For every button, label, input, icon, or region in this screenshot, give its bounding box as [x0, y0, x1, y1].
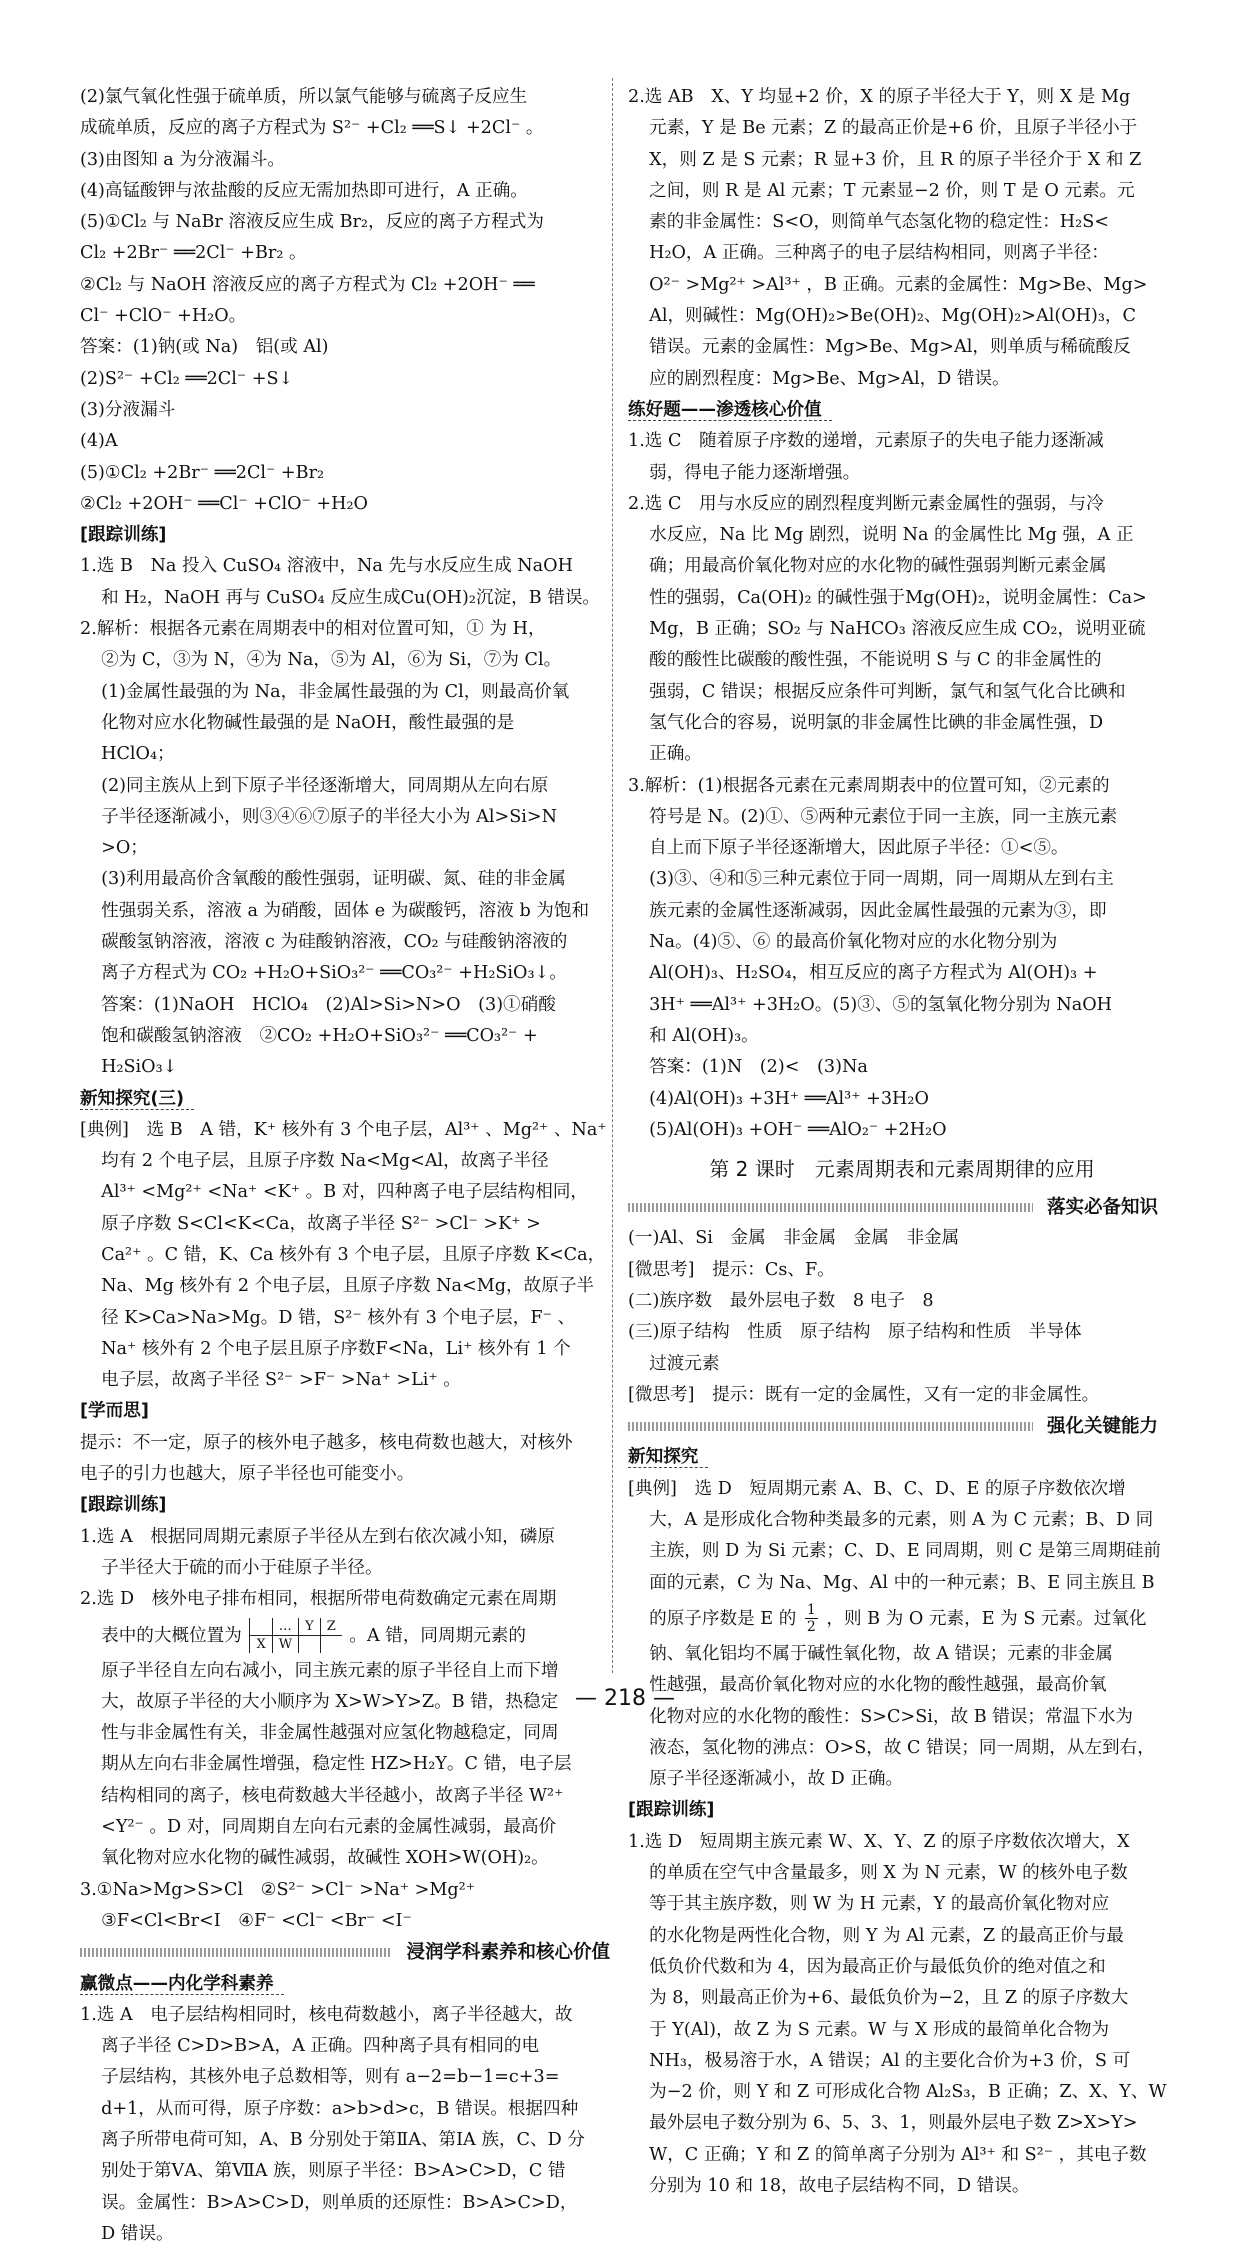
- text-line: 面的元素，C 为 Na、Mg、Al 中的一种元素；B、E 同主族且 B: [649, 1572, 1155, 1593]
- cell: Z: [320, 1618, 342, 1636]
- text-line: 电子层，故离子半径 S²⁻ >F⁻ >Na⁺ >Li⁺ 。: [101, 1370, 461, 1391]
- text-line: H₂SiO₃↓: [101, 1057, 178, 1078]
- cell: [299, 1636, 321, 1654]
- text-line: (5)①Cl₂ 与 NaBr 溶液反应生成 Br₂，反应的离子方程式为: [80, 212, 544, 233]
- text-line: (4)高锰酸钾与浓盐酸的反应无需加热即可进行，A 正确。: [80, 180, 528, 201]
- text-segment: 的原子序数是 E 的: [649, 1608, 797, 1629]
- text-line: 别处于第ⅤA、第ⅦA 族，则原子半径：B>A>C>D，C 错: [101, 2161, 566, 2182]
- text-line: [典例] 选 B A 错，K⁺ 核外有 3 个电子层，Al³⁺ 、Mg²⁺ 、Na⁺: [80, 1119, 607, 1140]
- periodic-position-table: [249, 1618, 341, 1653]
- text-line: 和 Al(OH)₃。: [649, 1025, 759, 1046]
- text-line: 2.解析：根据各元素在周期表中的相对位置可知，① 为 H，: [80, 619, 546, 640]
- text-line: ②Cl₂ +2OH⁻ ══Cl⁻ +ClO⁻ +H₂O: [80, 493, 368, 514]
- text-line: 酸的酸性比碳酸的酸性强，不能说明 S 与 C 的非金属性的: [649, 650, 1102, 671]
- text-line: 素的非金属性：S<O，则简单气态氢化物的稳定性：H₂S<: [649, 212, 1109, 233]
- text-line: 错误。元素的金属性：Mg>Be、Mg>Al，则单质与稀硫酸反: [649, 337, 1131, 358]
- text-line: 正确。: [649, 744, 702, 765]
- text-line-with-table: [80, 1616, 628, 1656]
- text-line: 提示：不一定，原子的核外电子越多，核电荷数也越大，对核外: [80, 1432, 573, 1453]
- text-line: HClO₄；: [101, 744, 175, 765]
- text-line: Al³⁺ <Mg²⁺ <Na⁺ <K⁺ 。B 对，四种离子电子层结构相同，: [101, 1182, 589, 1203]
- text-line: 1.选 C 随着原子序数的递增，元素原子的失电子能力逐渐减: [628, 431, 1104, 452]
- text-line: D 错误。: [101, 2223, 174, 2244]
- banner-bar: [628, 1203, 1033, 1212]
- text-line: d+1，从而可得，原子序数：a>b>d>c，B 错误。根据四种: [101, 2098, 579, 2119]
- fraction-denominator: 2: [806, 1619, 816, 1636]
- text-segment: ，则 B 为 O 元素，E 为 S 元素。过氧化: [826, 1608, 1147, 1629]
- text-line: 应的剧烈程度：Mg>Be、Mg>Al，D 错误。: [649, 368, 1010, 389]
- text-line: 原子序数 S<Cl<K<Ca，故离子半径 S²⁻ >Cl⁻ >K⁺ >: [101, 1213, 541, 1234]
- text-line: Ca²⁺ 。C 错，K、Ca 核外有 3 个电子层，且原子序数 K<Ca，: [101, 1244, 606, 1265]
- text-line: 氧化物对应水化物的碱性减弱，故碱性 XOH>W(OH)₂。: [101, 1848, 549, 1869]
- text-segment: 表中的大概位置为: [101, 1625, 242, 1646]
- right-column: [628, 82, 1176, 2202]
- text-line: 大，故原子半径的大小顺序为 X>W>Y>Z。B 错，热稳定: [101, 1691, 559, 1712]
- text-line: 为−2 价，则 Y 和 Z 可形成化合物 Al₂S₃，B 正确；Z、X、Y、W: [649, 2082, 1167, 2103]
- text-line: 3H⁺ ══Al³⁺ +3H₂O。(5)③、⑤的氢氧化物分别为 NaOH: [649, 994, 1113, 1015]
- section-title: 浸润学科素养和核心价值: [406, 1942, 610, 1964]
- text-line: 成硫单质，反应的离子方程式为 S²⁻ +Cl₂ ══S↓ +2Cl⁻ 。: [80, 118, 544, 139]
- text-line: 3.①Na>Mg>S>Cl ②S²⁻ >Cl⁻ >Na⁺ >Mg²⁺: [80, 1879, 476, 1900]
- cell: [250, 1618, 272, 1636]
- text-line: (2)同主族从上到下原子半径逐渐增大，同周期从左向右原: [101, 775, 549, 796]
- text-line: 等于其主族序数，则 W 为 H 元素，Y 的最高价氧化物对应: [649, 1894, 1110, 1915]
- text-line: >O；: [101, 838, 148, 859]
- banner-bar: [80, 1948, 392, 1957]
- text-line: 大，A 是形成化合物种类最多的元素，则 A 为 C 元素；B、D 同: [649, 1510, 1154, 1531]
- text-line: 钠、氧化铝均不属于碱性氧化物，故 A 错误；元素的非金属: [649, 1643, 1113, 1664]
- text-line: 碳酸氢钠溶液，溶液 c 为硅酸钠溶液，CO₂ 与硅酸钠溶液的: [101, 932, 568, 953]
- text-line: (4)Al(OH)₃ +3H⁺ ══Al³⁺ +3H₂O: [649, 1088, 929, 1109]
- text-line: (4)A: [80, 431, 118, 452]
- text-line: 确；用最高价氧化物对应的水化物的碱性强弱判断元素金属: [649, 556, 1107, 577]
- text-line: 误。金属性：B>A>C>D，则单质的还原性：B>A>C>D，: [101, 2192, 578, 2213]
- fraction-numerator: 1: [806, 1602, 816, 1619]
- text-line: 过渡元素: [649, 1353, 720, 1374]
- page-number: — 218 —: [575, 1686, 675, 1711]
- text-line: 性的强弱，Ca(OH)₂ 的碱性强于Mg(OH)₂，说明金属性：Ca>: [649, 587, 1147, 608]
- text-line: 化物对应水化物碱性最强的是 NaOH，酸性最强的是: [101, 712, 515, 733]
- text-line: 1.选 A 根据同周期元素原子半径从左到右依次减小知，磷原: [80, 1526, 555, 1547]
- text-line: NH₃，极易溶于水，A 错误；Al 的主要化合价为+3 价，S 可: [649, 2050, 1131, 2071]
- fraction: [805, 1602, 818, 1635]
- text-line: 离子方程式为 CO₂ +H₂O+SiO₃²⁻ ══CO₃²⁻ +H₂SiO₃↓。: [101, 963, 567, 984]
- left-column: [80, 82, 628, 2250]
- text-line: O²⁻ >Mg²⁺ >Al³⁺ ，B 正确。元素的金属性：Mg>Be、Mg>: [649, 274, 1148, 295]
- banner-bar: [628, 1422, 1033, 1431]
- answer-line: 答案：(1)NaOH HClO₄ (2)Al>Si>N>O (3)①硝酸: [101, 994, 556, 1015]
- text-line: (3)利用最高价含氧酸的酸性强弱，证明碳、氮、硅的非金属: [101, 869, 566, 890]
- answer-line: 答案：(1)N (2)< (3)Na: [649, 1057, 868, 1078]
- text-line: 最外层电子数分别为 6、5、3、1，则最外层电子数 Z>X>Y>: [649, 2113, 1138, 2134]
- cell: [320, 1636, 342, 1654]
- text-line: 均有 2 个电子层，且原子序数 Na<Mg<Al，故离子半径: [101, 1151, 549, 1172]
- text-line: (3)分液漏斗: [80, 399, 176, 420]
- text-line: (5)Al(OH)₃ +OH⁻ ══AlO₂⁻ +2H₂O: [649, 1119, 947, 1140]
- text-line: 为 8，则最高正价为+6、最低负价为−2，且 Z 的原子序数大: [649, 1988, 1129, 2009]
- text-line: 1.选 A 电子层结构相同时，核电荷数越小，离子半径越大，故: [80, 2004, 573, 2025]
- text-line: Na、Mg 核外有 2 个电子层，且原子序数 Na<Mg，故原子半: [101, 1276, 595, 1297]
- text-line: Al，则碱性：Mg(OH)₂>Be(OH)₂、Mg(OH)₂>Al(OH)₃，C: [649, 306, 1136, 327]
- answer-line: 答案：(1)钠(或 Na) 铝(或 Al): [80, 337, 329, 358]
- text-line: <Y²⁻ 。D 对，同周期自左向右元素的金属性减弱，最高价: [101, 1817, 557, 1838]
- text-line: Na。(4)⑤、⑥ 的最高价氧化物对应的水化物分别为: [649, 932, 1058, 953]
- text-line: Mg，B 正确；SO₂ 与 NaHCO₃ 溶液反应生成 CO₂，说明亚硫: [649, 619, 1146, 640]
- text-line: [微思考] 提示：Cs、F。: [628, 1259, 835, 1280]
- text-line: 强弱，C 错误；根据反应条件可判断，氯气和氢气化合比碘和: [649, 681, 1126, 702]
- text-line: 分别为 10 和 18，故电子层结构不同，D 错误。: [649, 2176, 1030, 2196]
- text-line: [微思考] 提示：既有一定的金属性，又有一定的非金属性。: [628, 1384, 1100, 1405]
- text-line: (三)原子结构 性质 原子结构 原子结构和性质 半导体: [628, 1322, 1082, 1343]
- text-line: 性越强，最高价氧化物对应的水化物的酸性越强，最高价氧: [649, 1675, 1107, 1696]
- section-banner: [80, 1937, 628, 1968]
- text-line: 性与非金属性有关，非金属性越强对应氢化物越稳定，同周: [101, 1723, 559, 1744]
- text-line: Al(OH)₃、H₂SO₄，相互反应的离子方程式为 Al(OH)₃ +: [649, 963, 1098, 984]
- text-line: 电子的引力也越大，原子半径也可能变小。: [80, 1464, 415, 1485]
- text-line: (5)①Cl₂ +2Br⁻ ══2Cl⁻ +Br₂: [80, 462, 325, 483]
- cell: …: [272, 1618, 298, 1636]
- text-line: X，则 Z 是 S 元素；R 显+3 价，且 R 的原子半径介于 X 和 Z: [649, 149, 1142, 170]
- text-line: 1.选 B Na 投入 CuSO₄ 溶液中，Na 先与水反应生成 NaOH: [80, 556, 573, 577]
- text-line: 2.选 C 用与水反应的剧烈程度判断元素金属性的强弱，与冷: [628, 493, 1104, 514]
- text-line: 的单质在空气中含量最多，则 X 为 N 元素，W 的核外电子数: [649, 1863, 1128, 1884]
- section-banner: [628, 1411, 1176, 1442]
- text-line: 的水化物是两性化合物，则 Y 为 Al 元素，Z 的最高正价与最: [649, 1925, 1124, 1946]
- text-line: (2)S²⁻ +Cl₂ ══2Cl⁻ +S↓: [80, 368, 294, 389]
- text-line: ②为 C，③为 N，④为 Na，⑤为 Al，⑥为 Si，⑦为 Cl。: [101, 650, 562, 671]
- text-line: 径 K>Ca>Na>Mg。D 错，S²⁻ 核外有 3 个电子层，F⁻ 、: [101, 1307, 576, 1328]
- text-line: 符号是 N。(2)①、⑤两种元素位于同一主族，同一主族元素: [649, 806, 1118, 827]
- text-line: 子半径大于硫的而小于硅原子半径。: [101, 1557, 383, 1578]
- text-line: 原子半径逐渐减小，故 D 正确。: [649, 1769, 904, 1790]
- subsection-heading: 练好题——渗透核心价值: [628, 400, 832, 421]
- text-line: (3)③、④和⑤三种元素位于同一周期，同一周期从左到右主: [649, 869, 1114, 890]
- text-line: 之间，则 R 是 Al 元素；T 元素显−2 价，则 T 是 O 元素。元: [649, 180, 1135, 201]
- text-line: 2.选 AB X、Y 均显+2 价，X 的原子半径大于 Y，则 X 是 Mg: [628, 87, 1131, 107]
- subsection-heading: 赢微点——内化学科素养: [80, 1974, 284, 1995]
- tag-follow-training: [跟踪训练]: [80, 1495, 167, 1516]
- section-banner: [628, 1192, 1176, 1223]
- text-line: 性强弱关系，溶液 a 为硝酸，固体 e 为碳酸钙，溶液 b 为饱和: [101, 900, 590, 921]
- subsection-heading: 新知探究: [628, 1447, 708, 1468]
- cell: W: [272, 1636, 298, 1654]
- text-segment: 。A 错，同周期元素的: [349, 1625, 526, 1646]
- text-line: 结构相同的离子，核电荷数越大半径越小，故离子半径 W²⁺: [101, 1785, 564, 1806]
- text-line: Na⁺ 核外有 2 个电子层且原子序数F<Na，Li⁺ 核外有 1 个: [101, 1338, 571, 1359]
- text-line: (一)Al、Si 金属 非金属 金属 非金属: [628, 1228, 960, 1249]
- text-line: (1)金属性最强的为 Na，非金属性最强的为 Cl，则最高价氧: [101, 681, 570, 702]
- text-line-with-fraction: [628, 1599, 1176, 1639]
- text-line: H₂O，A 正确。三种离子的电子层结构相同，则离子半径：: [649, 243, 1109, 264]
- heading-new-knowledge-3: 新知探究(三): [80, 1089, 194, 1110]
- text-line: 原子半径自左向右减小，同主族元素的原子半径自上而下增: [101, 1660, 559, 1681]
- text-line: (3)由图知 a 为分液漏斗。: [80, 149, 285, 170]
- text-line: 低负价代数和为 4，因为最高正价与最低负价的绝对值之和: [649, 1956, 1106, 1977]
- section-title: 落实必备知识: [1046, 1197, 1158, 1219]
- section-title: 强化关键能力: [1046, 1416, 1158, 1438]
- text-line: 于 Y(Al)，故 Z 为 S 元素。W 与 X 形成的最简单化合物为: [649, 2019, 1110, 2040]
- cell: Y: [299, 1618, 321, 1636]
- text-line: 子层结构，其核外电子总数相等，则有 a−2=b−1=c+3=: [101, 2067, 560, 2088]
- text-line: 液态，氢化物的沸点：O>S，故 C 错误；同一周期，从左到右，: [649, 1737, 1155, 1758]
- text-line: 离子半径 C>D>B>A，A 正确。四种离子具有相同的电: [101, 2036, 540, 2057]
- text-line: 水反应，Na 比 Mg 剧烈，说明 Na 的金属性比 Mg 强，A 正: [649, 525, 1134, 546]
- text-line: 化物对应的水化物的酸性：S>C>Si，故 B 错误；常温下水为: [649, 1706, 1133, 1727]
- lesson-title: 第 2 课时 元素周期表和元素周期律的应用: [709, 1157, 1095, 1182]
- text-line: 离子所带电荷可知，A、B 分别处于第ⅡA、第ⅠA 族，C、D 分: [101, 2130, 585, 2150]
- tag-follow-training: [跟踪训练]: [80, 525, 167, 546]
- text-line: (二)族序数 最外层电子数 8 电子 8: [628, 1290, 934, 1311]
- text-line: ③F<Cl<Br<I ④F⁻ <Cl⁻ <Br⁻ <I⁻: [101, 1910, 412, 1931]
- text-line: Cl⁻ +ClO⁻ +H₂O。: [80, 306, 247, 327]
- text-line: 1.选 D 短周期主族元素 W、X、Y、Z 的原子序数依次增大，X: [628, 1831, 1130, 1852]
- text-line: 氢气化合的容易，说明氯的非金属性比碘的非金属性强，D: [649, 712, 1104, 733]
- text-line: 族元素的金属性逐渐减弱，因此金属性最强的元素为③，即: [649, 900, 1107, 921]
- text-line: 3.解析：(1)根据各元素在元素周期表中的位置可知，②元素的: [628, 775, 1110, 796]
- text-line: 元素，Y 是 Be 元素；Z 的最高正价是+6 价，且原子半径小于: [649, 118, 1138, 139]
- tag-follow-training: [跟踪训练]: [628, 1800, 715, 1821]
- text-line: 弱，得电子能力逐渐增强。: [649, 462, 861, 483]
- tag-reflection: [学而思]: [80, 1401, 149, 1422]
- text-line: 子半径逐渐减小，则③④⑥⑦原子的半径大小为 Al>Si>N: [101, 806, 558, 827]
- text-line: 期从左向右非金属性增强，稳定性 HZ>H₂Y。C 错，电子层: [101, 1754, 572, 1775]
- text-line: 和 H₂，NaOH 再与 CuSO₄ 反应生成Cu(OH)₂沉淀，B 错误。: [101, 587, 601, 608]
- text-line: [典例] 选 D 短周期元素 A、B、C、D、E 的原子序数依次增: [628, 1478, 1126, 1499]
- text-line: 饱和碳酸氢钠溶液 ②CO₂ +H₂O+SiO₃²⁻ ══CO₃²⁻ +: [101, 1025, 538, 1046]
- cell: X: [250, 1636, 272, 1654]
- text-line: (2)氯气氧化性强于硫单质，所以氯气能够与硫离子反应生: [80, 87, 528, 107]
- text-line: Cl₂ +2Br⁻ ══2Cl⁻ +Br₂ 。: [80, 243, 307, 264]
- text-line: W，C 正确；Y 和 Z 的简单离子分别为 Al³⁺ 和 S²⁻ ，其电子数: [649, 2144, 1147, 2165]
- text-line: 自上而下原子半径逐渐增大，因此原子半径：①<⑤。: [649, 838, 1069, 859]
- text-line: ②Cl₂ 与 NaOH 溶液反应的离子方程式为 Cl₂ +2OH⁻ ══: [80, 274, 535, 295]
- text-line: 主族，则 D 为 Si 元素；C、D、E 同周期，则 C 是第三周期硅前: [649, 1541, 1161, 1562]
- text-line: 2.选 D 核外电子排布相同，根据所带电荷数确定元素在周期: [80, 1589, 557, 1610]
